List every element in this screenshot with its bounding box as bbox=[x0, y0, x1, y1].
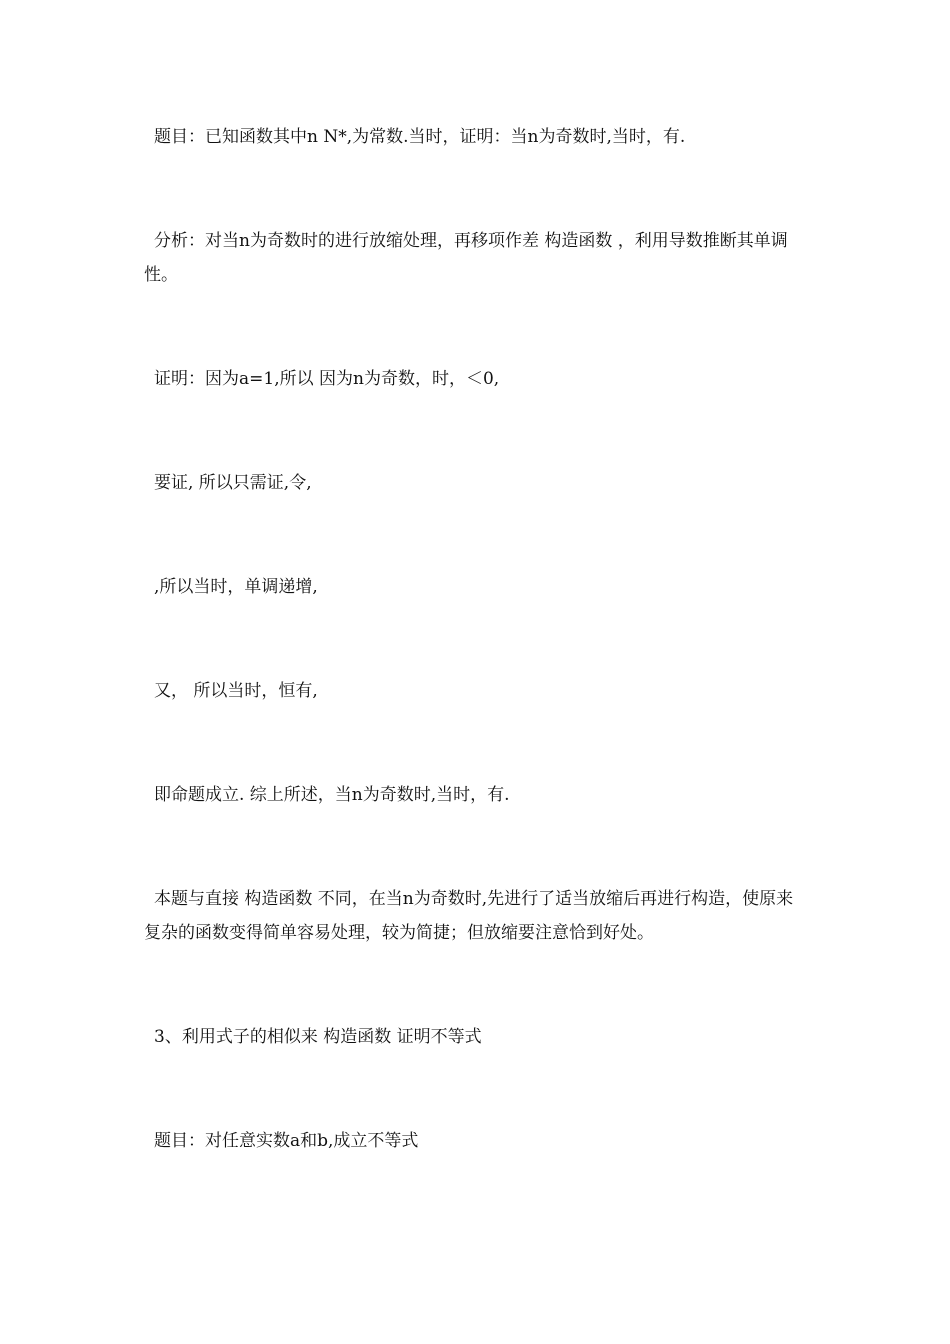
paragraph-problem-3: 题目：对任意实数a和b,成立不等式 bbox=[154, 1131, 419, 1151]
paragraph-remark: 本题与直接 构造函数 不同，在当n为奇数时,先进行了适当放缩后再进行构造，使原来复杂的函数变得简单容易处理，较为简捷；但放缩要注意恰到好处。 bbox=[144, 889, 794, 943]
paragraph-monotonic: ,所以当时，单调递增, bbox=[154, 577, 318, 597]
paragraph-to-prove: 要证, 所以只需证,令, bbox=[154, 473, 312, 493]
paragraph-analysis: 分析：对当n为奇数时的进行放缩处理，再移项作差 构造函数 ，利用导数推断其单调性。 bbox=[144, 231, 788, 285]
section-heading-3: 3、利用式子的相似来 构造函数 证明不等式 bbox=[154, 1027, 482, 1047]
paragraph-always-holds: 又， 所以当时，恒有, bbox=[154, 681, 318, 701]
paragraph-problem-statement: 题目：已知函数其中n N*,为常数.当时，证明：当n为奇数时,当时，有. bbox=[154, 127, 686, 147]
paragraph-conclusion: 即命题成立. 综上所述，当n为奇数时,当时，有. bbox=[154, 785, 510, 805]
paragraph-proof-start: 证明：因为a=1,所以 因为n为奇数，时，＜0, bbox=[154, 369, 500, 389]
